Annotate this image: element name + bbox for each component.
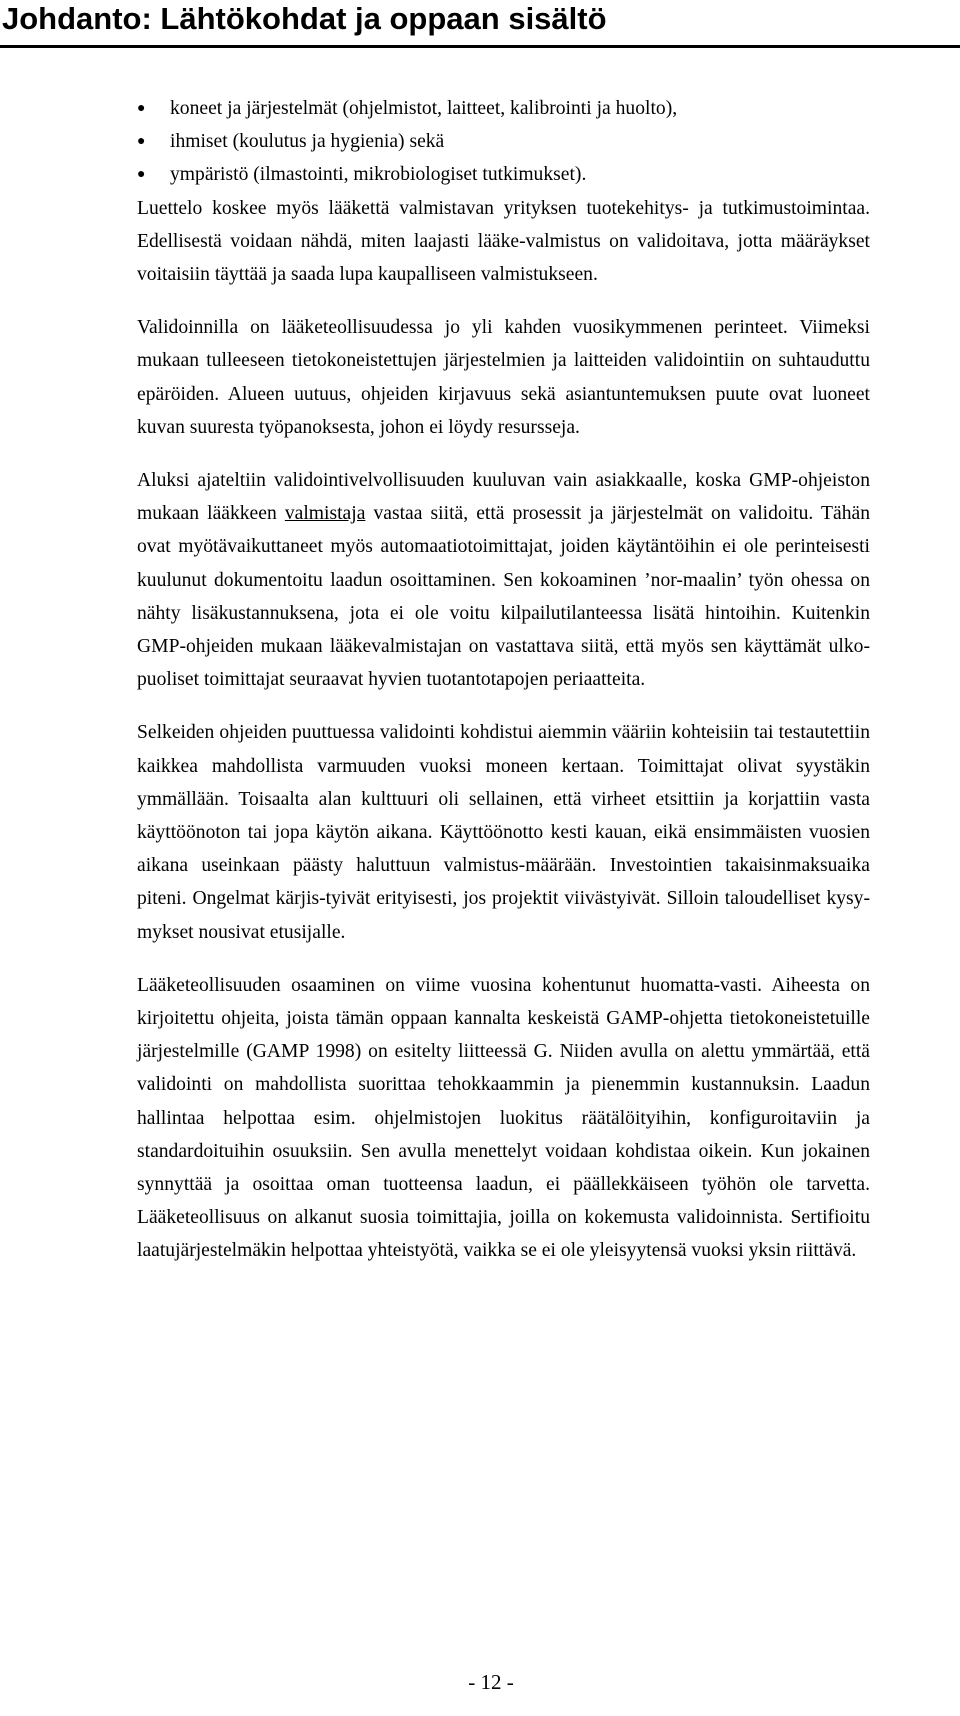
bullet-icon: ● (137, 167, 146, 183)
page-title: Johdanto: Lähtökohdat ja oppaan sisältö (2, 1, 607, 36)
list-item-text: koneet ja järjestelmät (ohjelmistot, laitteet, kalibrointi ja huolto), (170, 98, 678, 119)
paragraph-text: Aluksi ajateltiin validointivelvollisuuden kuuluvan vain asiakkaalle, koska GMP-ohjeiston mukaan lääkkeen (137, 469, 870, 525)
bullet-icon: ● (137, 134, 146, 150)
list-item-text: ympäristö (ilmastointi, mikrobiologiset tutkimukset). (170, 164, 587, 186)
list-item-text: ihmiset (koulutus ja hygienia) sekä (170, 131, 445, 153)
paragraph-past-problems: Selkeiden ohjeiden puuttuessa validointi kohdistui aiemmin vääriin kohteisiin tai testautettiin kaikkea mahdollista varmuuden vuoksi moneen kertaan. Toimittajat olivat syystäkin ymmällään. Toisaalta alan kulttuuri oli sellainen, että virheet etsittiin ja korjattiin vasta käyttöönoton tai jopa käytön aikana. Käyttöönotto kesti kauan, eikä ensimmäisten vuosien aikana useinkaan päästy haluttuun valmistus-määrään. Investointien takaisinmaksuaika piteni. Ongelmat kärjis-tyivät erityisesti, jos projektit viivästyivät. Silloin taloudelliset kysy-mykset nousivat etusijalle. (137, 722, 870, 943)
paragraph-improvement: Lääketeollisuuden osaaminen on viime vuosina kohentunut huomatta-vasti. Aiheesta on kirjoitettu ohjeita, joista tämän oppaan kannalta keskeistä GAMP-ohjetta tietokoneistetuille järjestelmille (GAMP 1998) on esitelty liitteessä G. Niiden avulla on alettu ymmärtää, että validointi on mahdollista suorittaa tehokkaammin ja pienemmin kustannuksin. Laadun hallintaa helpottaa esim. ohjelmistojen luokitus räätälöityihin, konfiguroitaviin ja standardoituihin osuuksiin. Sen avulla menettelyt voidaan kohdistaa oikein. Kun jokainen synnyttää ja osoittaa oman tuotteensa laadun, ei päällekkäiseen työhön ole tarvetta. Lääketeollisuus on alkanut suosia toimittajia, joilla on kokemusta validoinnista. Sertifioitu laatujärjestelmäkin helpottaa yhteistyötä, vaikka se ei ole yleisyytensä vuoksi yksin riittävä. (137, 974, 870, 1262)
paragraph-tradition: Validoinnilla on lääketeollisuudessa jo yli kahden vuosikymmenen perinteet. Viimeksi mukaan tulleeseen tietokoneistettujen järjestelmien ja laitteiden validointiin on suhtauduttu epäröiden. Alueen uutuus, ohjeiden kirjavuus sekä asiantuntemuksen puute ovat luoneet kuvan suuresta työpanoksesta, johon ei löydy resursseja. (137, 317, 870, 438)
list-item (137, 158, 870, 191)
bullet-icon: ● (137, 101, 146, 116)
underlined-term: valmistaja (284, 503, 366, 525)
bullet-list (137, 92, 870, 192)
page-number: - 12 - (468, 1670, 514, 1694)
paragraph-scope: Luettelo koskee myös lääkettä valmistavan yrityksen tuotekehitys- ja tutkimustoimintaa. Edellisestä voidaan nähdä, miten laajasti lääke-valmistus on validoitava, jotta määräykset voitaisiin täyttää ja saada lupa kaupalliseen valmistukseen. (137, 197, 870, 285)
paragraph-text: vastaa siitä, että prosessit ja järjestelmät on validoitu. Tähän ovat myötävaikuttaneet myös automaatiotoimittajat, joiden käytäntöihin ei ole perinteisesti kuulunut dokumentoitu laadun osoittaminen. Sen kokoaminen ’nor-maalin’ työn ohessa on nähty lisäkustannuksena, jota ei ole voitu kilpailutilanteessa lisätä hintoihin. Kuitenkin GMP-ohjeiden mukaan lääkevalmistajan on vastattava siitä, että myös sen käyttämät ulko-puoliset toimittajat seuraavat hyvien tuotantotapojen periaatteita. (137, 503, 870, 691)
document-body (137, 92, 870, 1288)
list-item (137, 125, 870, 158)
page-header (0, 0, 960, 48)
list-item (137, 92, 870, 125)
paragraph-responsibility (137, 464, 870, 696)
